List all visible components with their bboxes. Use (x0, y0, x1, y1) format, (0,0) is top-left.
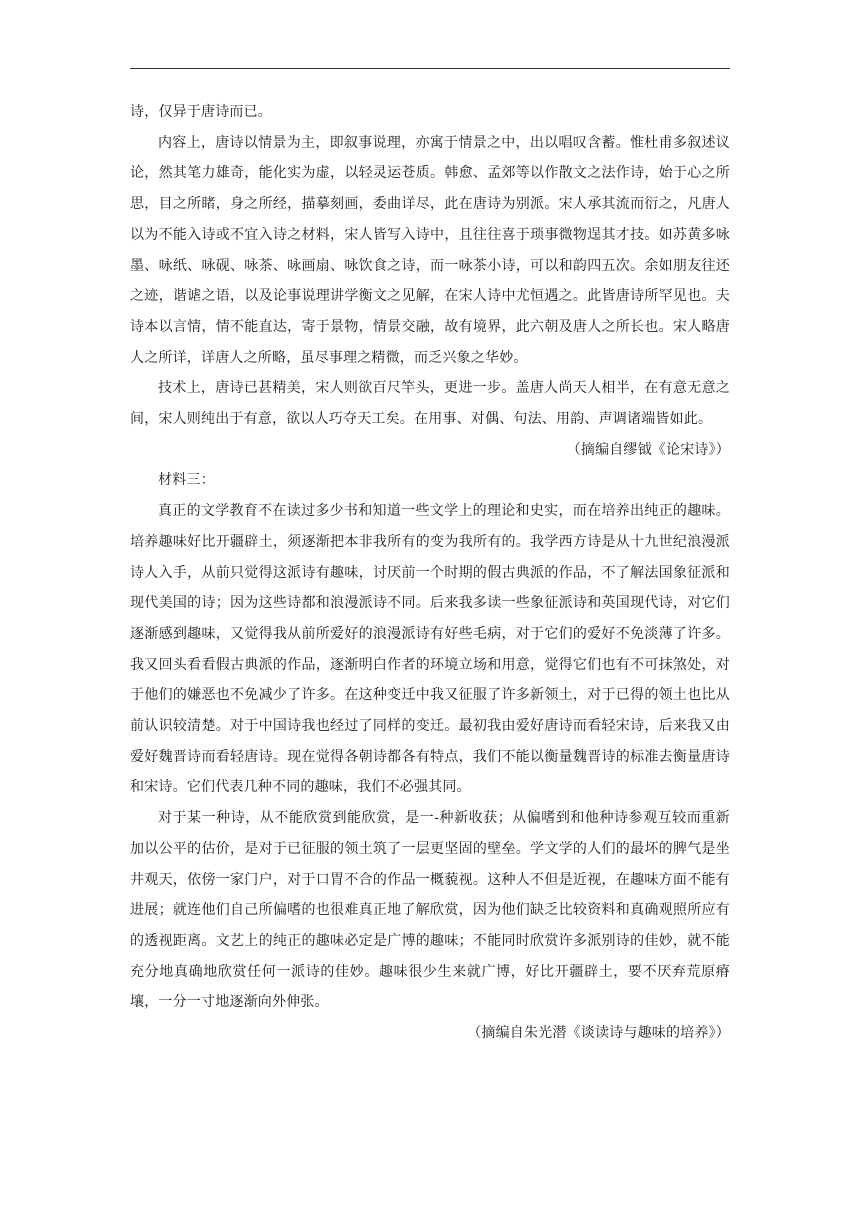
source-citation-2: （摘编自朱光潜《谈读诗与趣味的培养》） (467, 1025, 730, 1042)
paragraph-material3-1: 真正的文学教育不在读过多少书和知道一些文学上的理论和史实，而在培养出纯正的趣味。培养趣味好比开疆辟土，须逐渐把本非我所有的变为我所有的。我学西方诗是从十九世纪浪漫派诗人入手，从前只觉得这派诗有趣味，讨厌前一个时期的假古典派的作品，不了解法国象征派和现代美国的诗；因为这些诗都和浪漫派诗不同。后来我多读一些象征派诗和英国现代诗，对它们逐渐感到趣味，又觉得我从前所爱好的浪漫派诗有好些毛病，对于它们的爱好不免淡薄了许多。我又回头看看假古典派的作品，逐渐明白作者的环境立场和用意，觉得它们也有不可抹煞处，对于他们的嫌恶也不免减少了许多。在这种变迁中我又征服了许多新领土，对于已得的领土也比从前认识较清楚。对于中国诗我也经过了同样的变迁。最初我由爱好唐诗而看轻宋诗，后来我又由爱好魏晋诗而看轻唐诗。现在觉得各朝诗都各有特点，我们不能以衡量魏晋诗的标准去衡量唐诗和宋诗。它们代表几种不同的趣味，我们不必强其同。 (130, 503, 730, 796)
continuation-line: 诗，仅异于唐诗而已。 (130, 104, 272, 120)
header-rule (130, 68, 730, 69)
source-citation-1: （摘编自缪钺《论宋诗》） (566, 441, 730, 458)
paragraph-content: 内容上，唐诗以情景为主，即叙事说理，亦寓于情景之中，出以唱叹含蓄。惟杜甫多叙述议论，然其笔力雄奇，能化实为虚，以轻灵运苍质。韩愈、孟郊等以作散文之法作诗，始于心之所思，目之所睹，身之所经，描摹刻画，委曲详尽，此在唐诗为别派。宋人承其流而衍之，凡唐人以为不能入诗或不宜入诗之材料，宋人皆写入诗中，且往往喜于琐事微物逞其才技。如苏黄多咏墨、咏纸、咏砚、咏茶、咏画扇、咏饮食之诗，而一咏茶小诗，可以和韵四五次。余如朋友往还之迹，谐谑之语，以及论事说理讲学衡文之见解，在宋人诗中尤恒遇之。此皆唐诗所罕见也。夫诗本以言情，情不能直达，寄于景物，情景交融，故有境界，此六朝及唐人之所长也。宋人略唐人之所详，详唐人之所略，虽尽事理之精微，而乏兴象之华妙。 (130, 134, 730, 366)
paragraph-technique: 技术上，唐诗已甚精美，宋人则欲百尺竿头，更进一步。盖唐人尚天人相半，在有意无意之间，宋人则纯出于有意，欲以人巧夺天工矣。在用事、对偶、句法、用韵、声调诸端皆如此。 (130, 380, 730, 428)
paragraph-material3-2: 对于某一种诗，从不能欣赏到能欣赏，是一-种新收获；从偏嗜到和他种诗参观互较而重新加以公平的估价，是对于已征服的领土筑了一层更坚固的壁垒。学文学的人们的最坏的脾气是坐井观天，依傍一家门户，对于口胃不合的作品一概藐视。这种人不但是近视，在趣味方面不能有进展；就连他们自己所偏嗜的也很难真正地了解欣赏，因为他们缺乏比较资料和真确观照所应有的透视距离。文艺上的纯正的趣味必定是广博的趣味；不能同时欣赏许多派别诗的佳妙，就不能充分地真确地欣赏任何一派诗的佳妙。趣味很少生来就广博，好比开疆辟土，要不厌弃荒原瘠壤，一分一寸地逐渐向外伸张。 (130, 810, 730, 1011)
material-3-heading: 材料三： (158, 472, 215, 489)
document-body (130, 97, 730, 1049)
